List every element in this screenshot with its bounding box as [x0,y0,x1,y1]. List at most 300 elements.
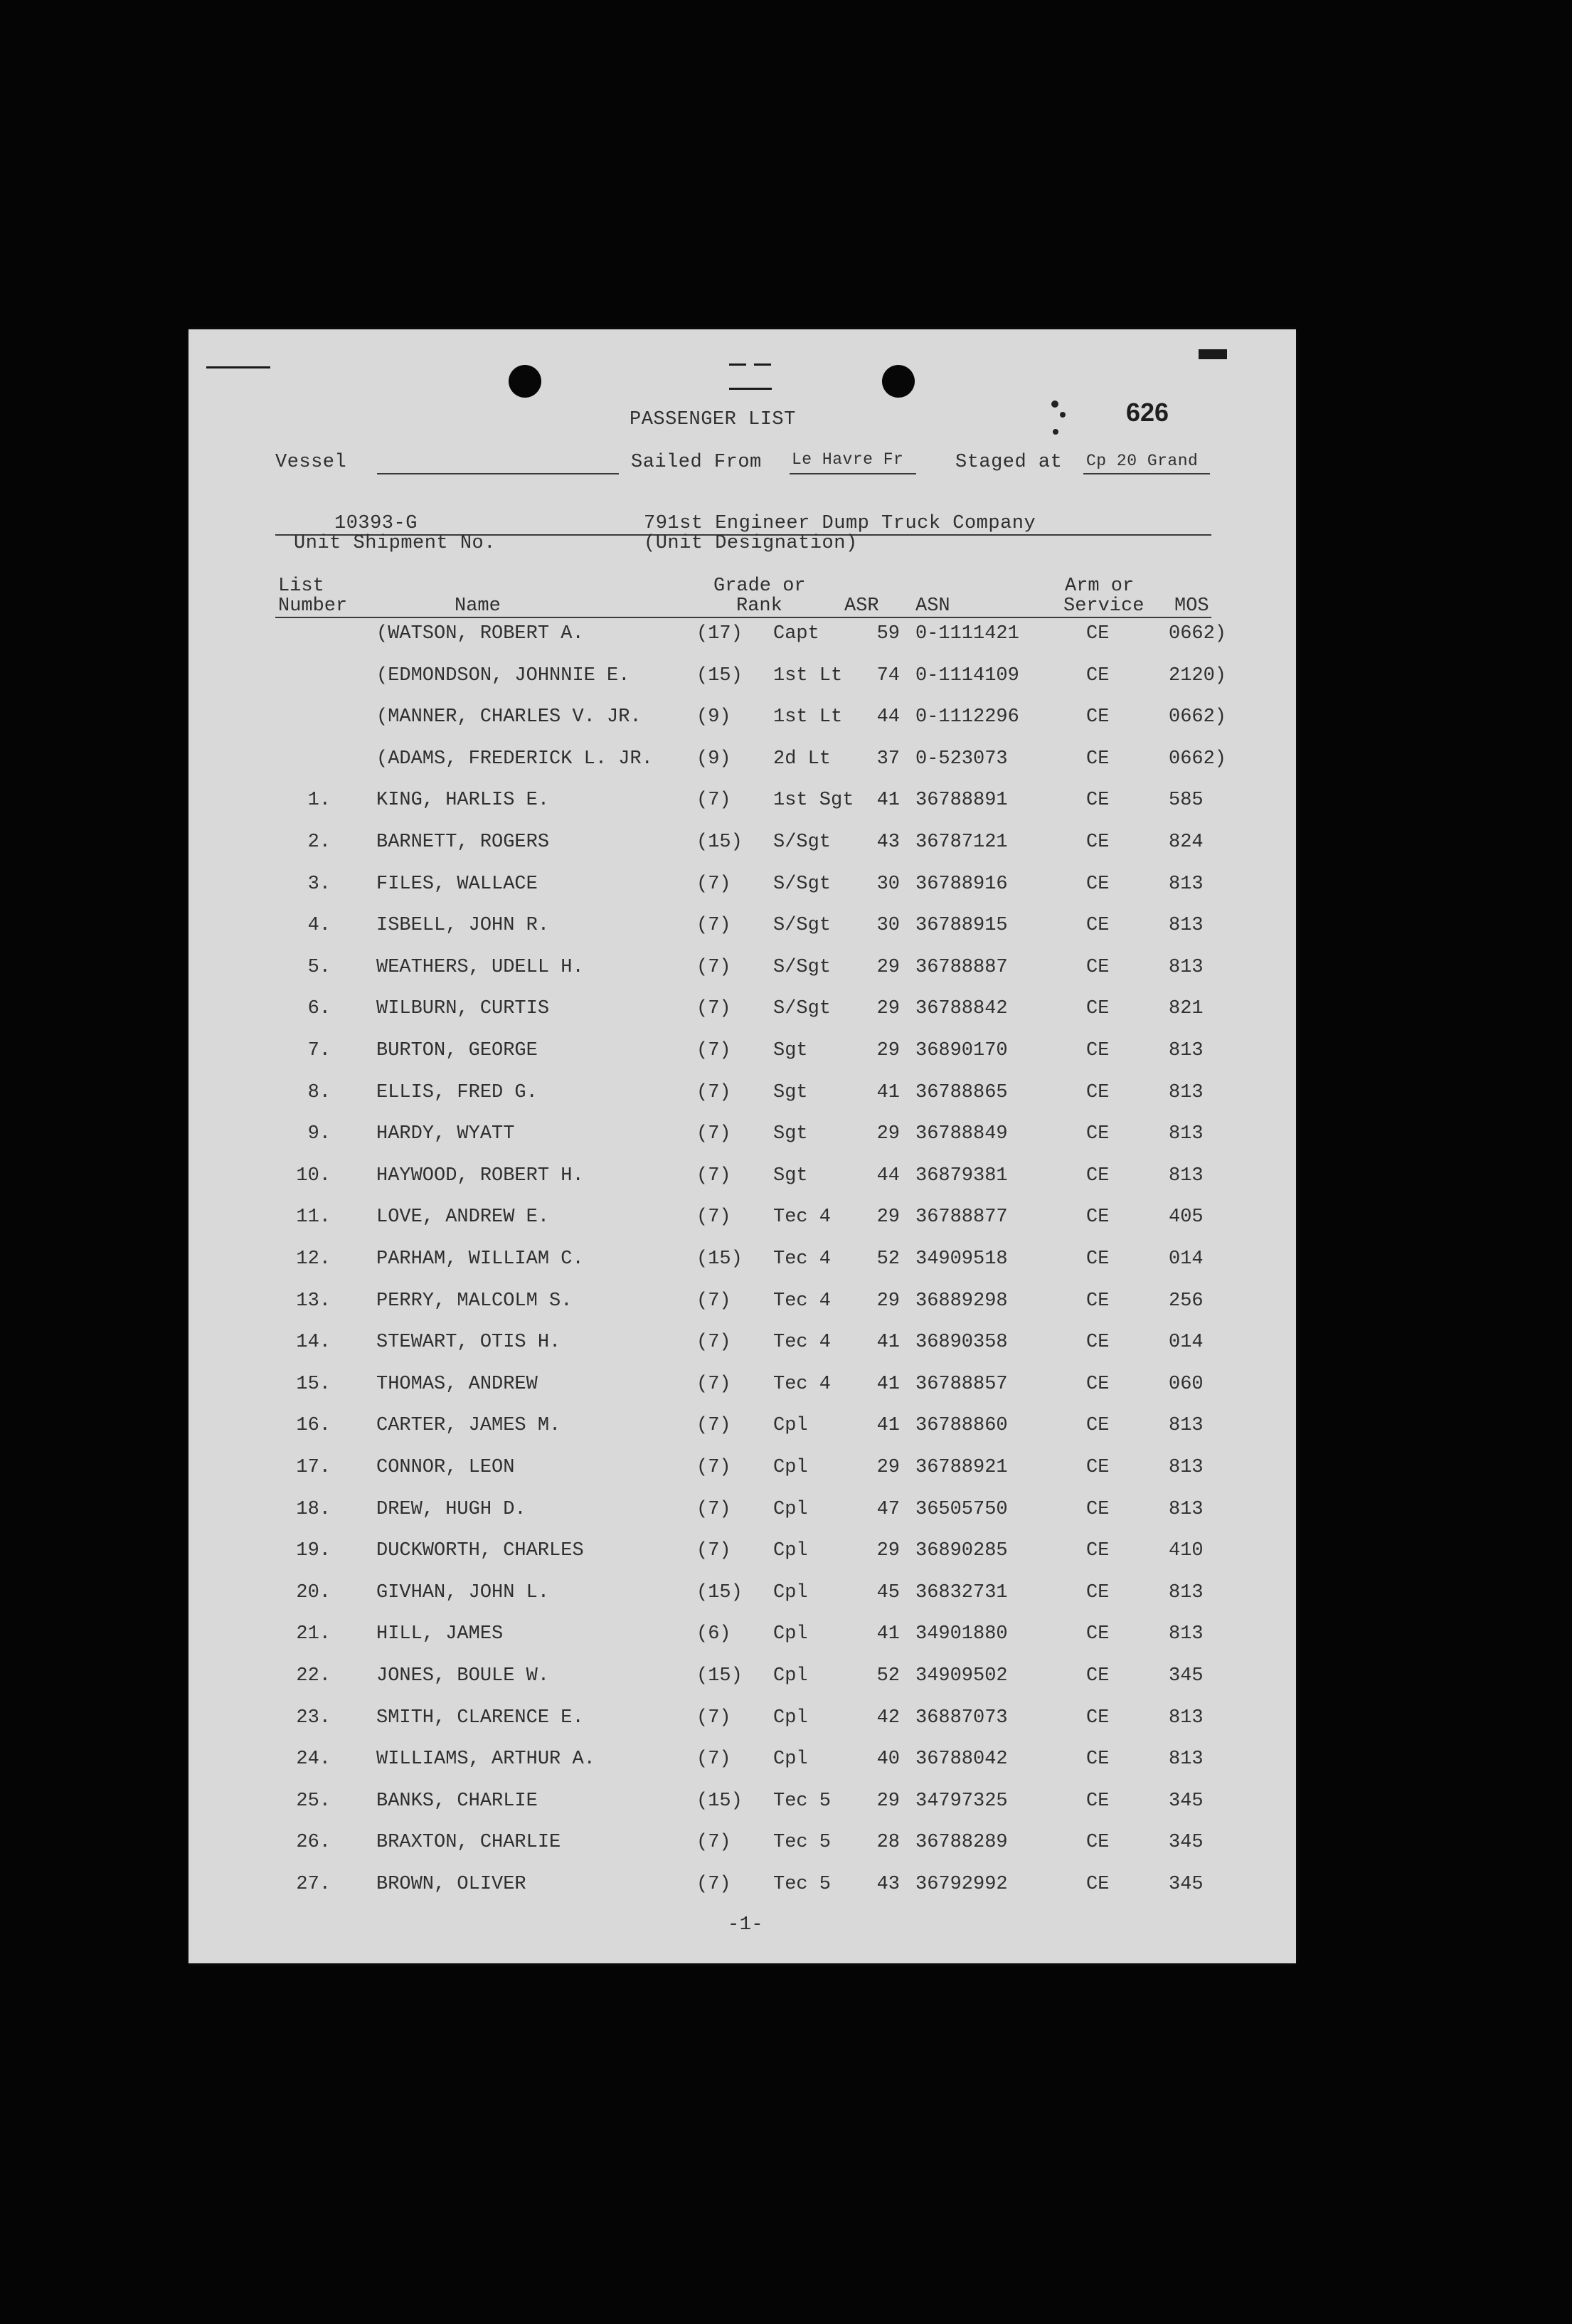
cell-rank: S/Sgt [773,956,832,978]
table-row [188,1248,1296,1290]
cell-arm: CE [1086,1123,1110,1145]
cell-arm: CE [1086,1415,1110,1437]
cell-arm: CE [1086,1498,1110,1520]
cell-num: 20. [296,1581,331,1603]
cell-num: 11. [296,1206,331,1229]
table-row [188,1332,1296,1373]
cell-mos: 813 [1169,1123,1204,1145]
cell-asr: 29 [876,1790,900,1812]
cell-mos: 060 [1169,1373,1204,1395]
cell-grp: (7) [696,956,731,978]
table-row [188,832,1296,873]
cell-asn: 34901880 [915,1623,1008,1645]
cell-num: 13. [296,1290,331,1312]
sailed-underline [790,473,916,474]
table-row [188,1415,1296,1456]
cell-arm: CE [1086,1040,1110,1061]
cell-rank: 1st Lt [773,664,843,686]
cell-rank: Sgt [773,1164,808,1187]
cell-asn: 34797325 [915,1790,1008,1812]
cell-name: BRAXTON, CHARLIE [376,1832,561,1854]
cell-mos: 410 [1169,1540,1204,1562]
page-title: PASSENGER LIST [630,409,796,430]
cell-grp: (6) [696,1623,731,1645]
cell-name: WILLIAMS, ARTHUR A. [376,1749,595,1771]
cell-asr: 29 [876,1206,900,1229]
cell-arm: CE [1086,1749,1110,1771]
cell-name: PARHAM, WILLIAM C. [376,1248,584,1270]
cell-name: ISBELL, JOHN R. [376,915,550,937]
cell-asr: 30 [876,873,900,895]
cell-name: PERRY, MALCOLM S. [376,1290,573,1312]
cell-arm: CE [1086,1790,1110,1812]
cell-asn: 36788842 [915,998,1008,1020]
cell-asn: 36890285 [915,1540,1008,1562]
cell-grp: (7) [696,1415,731,1437]
cell-num: 3. [307,873,331,895]
stamp-mark [1051,400,1058,408]
cell-arm: CE [1086,832,1110,853]
table-row [188,998,1296,1039]
cell-num: 18. [296,1498,331,1520]
table-row [188,1832,1296,1873]
cell-asn: 36887073 [915,1707,1008,1729]
cell-asn: 36889298 [915,1290,1008,1312]
cell-grp: (7) [696,1332,731,1354]
cell-num: 26. [296,1832,331,1854]
table-row [188,1707,1296,1749]
cell-mos: 824 [1169,832,1204,853]
cell-name: JONES, BOULE W. [376,1665,550,1687]
cell-mos: 813 [1169,915,1204,937]
cell-arm: CE [1086,1623,1110,1645]
cell-rank: Cpl [773,1749,808,1771]
cell-grp: (7) [696,790,731,812]
cell-mos: 405 [1169,1206,1204,1229]
cell-rank: Cpl [773,1581,808,1603]
cell-asn: 0-1114109 [915,664,1019,686]
cell-arm: CE [1086,1874,1110,1895]
cell-rank: Tec 5 [773,1874,832,1895]
cell-mos: 813 [1169,1749,1204,1771]
cell-mos: 813 [1169,1498,1204,1520]
cell-rank: Capt [773,623,819,644]
cell-name: KING, HARLIS E. [376,790,550,812]
cell-rank: Tec 4 [773,1290,832,1312]
cell-asn: 34909518 [915,1248,1008,1270]
top-mark [729,364,746,366]
cell-grp: (7) [696,1874,731,1895]
cell-arm: CE [1086,1832,1110,1854]
cell-num: 1. [307,790,331,812]
cell-arm: CE [1086,873,1110,895]
cell-asn: 36787121 [915,832,1008,853]
cell-mos: 345 [1169,1874,1204,1895]
cell-rank: S/Sgt [773,873,832,895]
header-asr: ASR [844,595,879,617]
cell-grp: (7) [696,1707,731,1729]
cell-name: DREW, HUGH D. [376,1498,526,1520]
table-row [188,1540,1296,1581]
cell-rank: Tec 4 [773,1206,832,1229]
cell-asr: 44 [876,706,900,728]
stamp-mark [1053,429,1058,435]
cell-arm: CE [1086,706,1110,728]
cell-asr: 44 [876,1164,900,1187]
table-row [188,1790,1296,1832]
cell-asr: 43 [876,832,900,853]
cell-arm: CE [1086,790,1110,812]
cell-num: 25. [296,1790,331,1812]
top-mark [729,388,772,390]
cell-name: (EDMONDSON, JOHNNIE E. [376,664,630,686]
table-row [188,1374,1296,1415]
cell-name: HARDY, WYATT [376,1123,515,1145]
cell-asn: 36788916 [915,873,1008,895]
unit-shipment-number: 10393-G [334,513,418,534]
cell-num: 23. [296,1707,331,1729]
cell-mos: 813 [1169,1415,1204,1437]
cell-arm: CE [1086,1457,1110,1478]
cell-grp: (7) [696,1164,731,1187]
cell-mos: 813 [1169,1457,1204,1478]
sailed-from-label: Sailed From [631,452,762,473]
cell-grp: (7) [696,1290,731,1312]
cell-asn: 36788865 [915,1081,1008,1103]
cell-name: HILL, JAMES [376,1623,504,1645]
table-row [188,1874,1296,1915]
cell-arm: CE [1086,1540,1110,1562]
cell-name: DUCKWORTH, CHARLES [376,1540,584,1562]
table-row [188,1082,1296,1123]
cell-grp: (7) [696,1540,731,1562]
table-row [188,874,1296,915]
cell-num: 27. [296,1874,331,1895]
cell-num: 10. [296,1164,331,1187]
cell-asn: 36788887 [915,956,1008,978]
table-row [188,915,1296,956]
cell-num: 16. [296,1415,331,1437]
cell-grp: (7) [696,1457,731,1478]
cell-rank: Cpl [773,1540,808,1562]
cell-num: 17. [296,1457,331,1478]
cell-rank: S/Sgt [773,832,832,853]
cell-asr: 29 [876,1290,900,1312]
cell-asr: 45 [876,1581,900,1603]
table-row [188,748,1296,790]
cell-num: 12. [296,1248,331,1270]
cell-arm: CE [1086,1581,1110,1603]
cell-mos: 0662) [1169,748,1227,770]
cell-name: GIVHAN, JOHN L. [376,1581,550,1603]
cell-arm: CE [1086,915,1110,937]
header-name: Name [455,595,501,617]
cell-arm: CE [1086,623,1110,644]
cell-mos: 585 [1169,790,1204,812]
cell-mos: 813 [1169,1707,1204,1729]
corner-mark [1199,349,1227,359]
cell-asn: 36505750 [915,1498,1008,1520]
cell-num: 24. [296,1749,331,1771]
cell-num: 14. [296,1332,331,1354]
cell-arm: CE [1086,1707,1110,1729]
cell-grp: (9) [696,748,731,770]
header-rank: Rank [736,595,782,617]
cell-name: (ADAMS, FREDERICK L. JR. [376,748,653,770]
header-grade: Grade or [713,575,806,597]
table-row [188,1206,1296,1248]
table-row [188,1582,1296,1623]
cell-asn: 34909502 [915,1665,1008,1687]
cell-rank: 1st Lt [773,706,843,728]
cell-grp: (7) [696,873,731,895]
cell-name: CARTER, JAMES M. [376,1415,561,1437]
cell-asn: 36788860 [915,1415,1008,1437]
cell-num: 19. [296,1540,331,1562]
cell-num: 5. [307,956,331,978]
cell-asn: 36788849 [915,1123,1008,1145]
cell-asr: 41 [876,1415,900,1437]
cell-grp: (15) [696,1790,743,1812]
cell-asn: 36890358 [915,1332,1008,1354]
cell-grp: (7) [696,1040,731,1061]
cell-arm: CE [1086,1665,1110,1687]
cell-mos: 014 [1169,1332,1204,1354]
cell-asr: 28 [876,1832,900,1854]
header-number: Number [278,595,348,617]
cell-arm: CE [1086,1081,1110,1103]
cell-asn: 36788877 [915,1206,1008,1229]
header-underline [275,617,1211,618]
header-list: List [278,575,324,597]
cell-mos: 345 [1169,1790,1204,1812]
table-row [188,790,1296,831]
staged-at-label: Staged at [955,452,1063,473]
table-row [188,665,1296,706]
cell-arm: CE [1086,748,1110,770]
cell-rank: Tec 4 [773,1373,832,1395]
cell-mos: 821 [1169,998,1204,1020]
table-row [188,1165,1296,1206]
table-row [188,1499,1296,1540]
cell-asr: 29 [876,956,900,978]
cell-rank: Cpl [773,1415,808,1437]
cell-arm: CE [1086,1206,1110,1229]
table-row [188,1457,1296,1498]
cell-asr: 52 [876,1665,900,1687]
cell-num: 15. [296,1373,331,1395]
sailed-from-value: Le Havre Fr [792,450,904,469]
cell-asr: 29 [876,1040,900,1061]
cell-asr: 29 [876,1540,900,1562]
cell-rank: Tec 4 [773,1248,832,1270]
table-row [188,706,1296,748]
cell-mos: 813 [1169,873,1204,895]
cell-asr: 74 [876,664,900,686]
cell-mos: 813 [1169,1040,1204,1061]
page-number: -1- [728,1914,764,1936]
cell-rank: Cpl [773,1623,808,1645]
cell-rank: S/Sgt [773,915,832,937]
cell-asr: 41 [876,1081,900,1103]
cell-grp: (7) [696,1081,731,1103]
header-mos: MOS [1174,595,1209,617]
cell-name: WEATHERS, UDELL H. [376,956,584,978]
cell-mos: 813 [1169,1623,1204,1645]
cell-mos: 813 [1169,1581,1204,1603]
cell-asn: 36788915 [915,915,1008,937]
cell-asr: 47 [876,1498,900,1520]
cell-mos: 0662) [1169,706,1227,728]
cell-num: 4. [307,915,331,937]
cell-name: THOMAS, ANDREW [376,1373,538,1395]
table-row [188,1623,1296,1665]
header-asn: ASN [915,595,950,617]
cell-grp: (7) [696,1206,731,1229]
cell-name: STEWART, OTIS H. [376,1332,561,1354]
cell-rank: 2d Lt [773,748,832,770]
page-stamp-number: 626 [1126,398,1169,427]
cell-rank: Sgt [773,1123,808,1145]
table-row [188,1290,1296,1332]
cell-asr: 29 [876,1457,900,1478]
cell-grp: (17) [696,623,743,644]
cell-arm: CE [1086,1248,1110,1270]
cell-name: BANKS, CHARLIE [376,1790,538,1812]
cell-arm: CE [1086,1332,1110,1354]
cell-num: 6. [307,998,331,1020]
cell-num: 7. [307,1040,331,1061]
cell-asn: 36890170 [915,1040,1008,1061]
cell-asr: 41 [876,790,900,812]
cell-asn: 36788921 [915,1457,1008,1478]
cell-asr: 59 [876,623,900,644]
vessel-label: Vessel [275,452,347,473]
cell-rank: 1st Sgt [773,790,854,812]
cell-asn: 36788891 [915,790,1008,812]
cell-arm: CE [1086,956,1110,978]
cell-mos: 345 [1169,1665,1204,1687]
cell-mos: 813 [1169,1081,1204,1103]
cell-asr: 41 [876,1623,900,1645]
cell-asn: 36788857 [915,1373,1008,1395]
cell-arm: CE [1086,1373,1110,1395]
cell-arm: CE [1086,664,1110,686]
cell-asr: 40 [876,1749,900,1771]
cell-rank: Tec 5 [773,1832,832,1854]
cell-grp: (7) [696,1123,731,1145]
stamp-mark [1060,412,1066,418]
punch-hole-right [882,365,915,398]
cell-name: BARNETT, ROGERS [376,832,550,853]
cell-rank: Cpl [773,1457,808,1478]
cell-asr: 42 [876,1707,900,1729]
cell-name: ELLIS, FRED G. [376,1081,538,1103]
table-row [188,1040,1296,1081]
vessel-underline [377,473,619,474]
cell-mos: 345 [1169,1832,1204,1854]
cell-mos: 2120) [1169,664,1227,686]
header-arm: Arm or [1065,575,1135,597]
cell-rank: Cpl [773,1665,808,1687]
cell-asn: 0-1112296 [915,706,1019,728]
cell-num: 22. [296,1665,331,1687]
cell-grp: (7) [696,1749,731,1771]
cell-grp: (15) [696,664,743,686]
cell-rank: Cpl [773,1707,808,1729]
cell-num: 21. [296,1623,331,1645]
cell-asn: 0-1111421 [915,623,1019,644]
table-row [188,1665,1296,1707]
cell-grp: (15) [696,1665,743,1687]
unit-shipment-label: Unit Shipment No. [294,533,496,554]
staged-at-value: Cp 20 Grand [1086,452,1199,470]
cell-rank: Tec 4 [773,1332,832,1354]
cell-asr: 41 [876,1373,900,1395]
cell-name: LOVE, ANDREW E. [376,1206,550,1229]
cell-grp: (15) [696,1248,743,1270]
cell-mos: 256 [1169,1290,1204,1312]
table-row [188,623,1296,664]
cell-mos: 813 [1169,956,1204,978]
cell-name: SMITH, CLARENCE E. [376,1707,584,1729]
cell-asr: 37 [876,748,900,770]
unit-designation: 791st Engineer Dump Truck Company [644,513,1036,534]
cell-grp: (15) [696,1581,743,1603]
cell-grp: (7) [696,1373,731,1395]
cell-asn: 36792992 [915,1874,1008,1895]
cell-asr: 52 [876,1248,900,1270]
cell-asn: 0-523073 [915,748,1008,770]
cell-name: (WATSON, ROBERT A. [376,623,584,644]
cell-grp: (15) [696,832,743,853]
cell-asn: 36879381 [915,1164,1008,1187]
cell-rank: Sgt [773,1081,808,1103]
cell-asn: 36788289 [915,1832,1008,1854]
cell-rank: Cpl [773,1498,808,1520]
cell-asr: 29 [876,998,900,1020]
punch-hole-left [509,365,541,398]
cell-arm: CE [1086,998,1110,1020]
cell-name: BROWN, OLIVER [376,1874,526,1895]
cell-grp: (7) [696,915,731,937]
unit-designation-label: (Unit Designation) [644,533,858,554]
cell-grp: (7) [696,998,731,1020]
cell-name: BURTON, GEORGE [376,1040,538,1061]
cell-name: CONNOR, LEON [376,1457,515,1478]
cell-name: WILBURN, CURTIS [376,998,550,1020]
margin-mark [206,366,270,368]
cell-asn: 36788042 [915,1749,1008,1771]
cell-grp: (7) [696,1498,731,1520]
top-mark [754,364,771,366]
cell-mos: 014 [1169,1248,1204,1270]
cell-arm: CE [1086,1164,1110,1187]
table-row [188,957,1296,998]
cell-rank: S/Sgt [773,998,832,1020]
cell-num: 2. [307,832,331,853]
staged-underline [1083,473,1210,474]
cell-asr: 30 [876,915,900,937]
table-row [188,1749,1296,1790]
cell-name: FILES, WALLACE [376,873,538,895]
cell-asn: 36832731 [915,1581,1008,1603]
header-service: Service [1063,595,1145,617]
cell-mos: 813 [1169,1164,1204,1187]
cell-num: 8. [307,1081,331,1103]
document-page [188,329,1296,1963]
cell-asr: 41 [876,1332,900,1354]
